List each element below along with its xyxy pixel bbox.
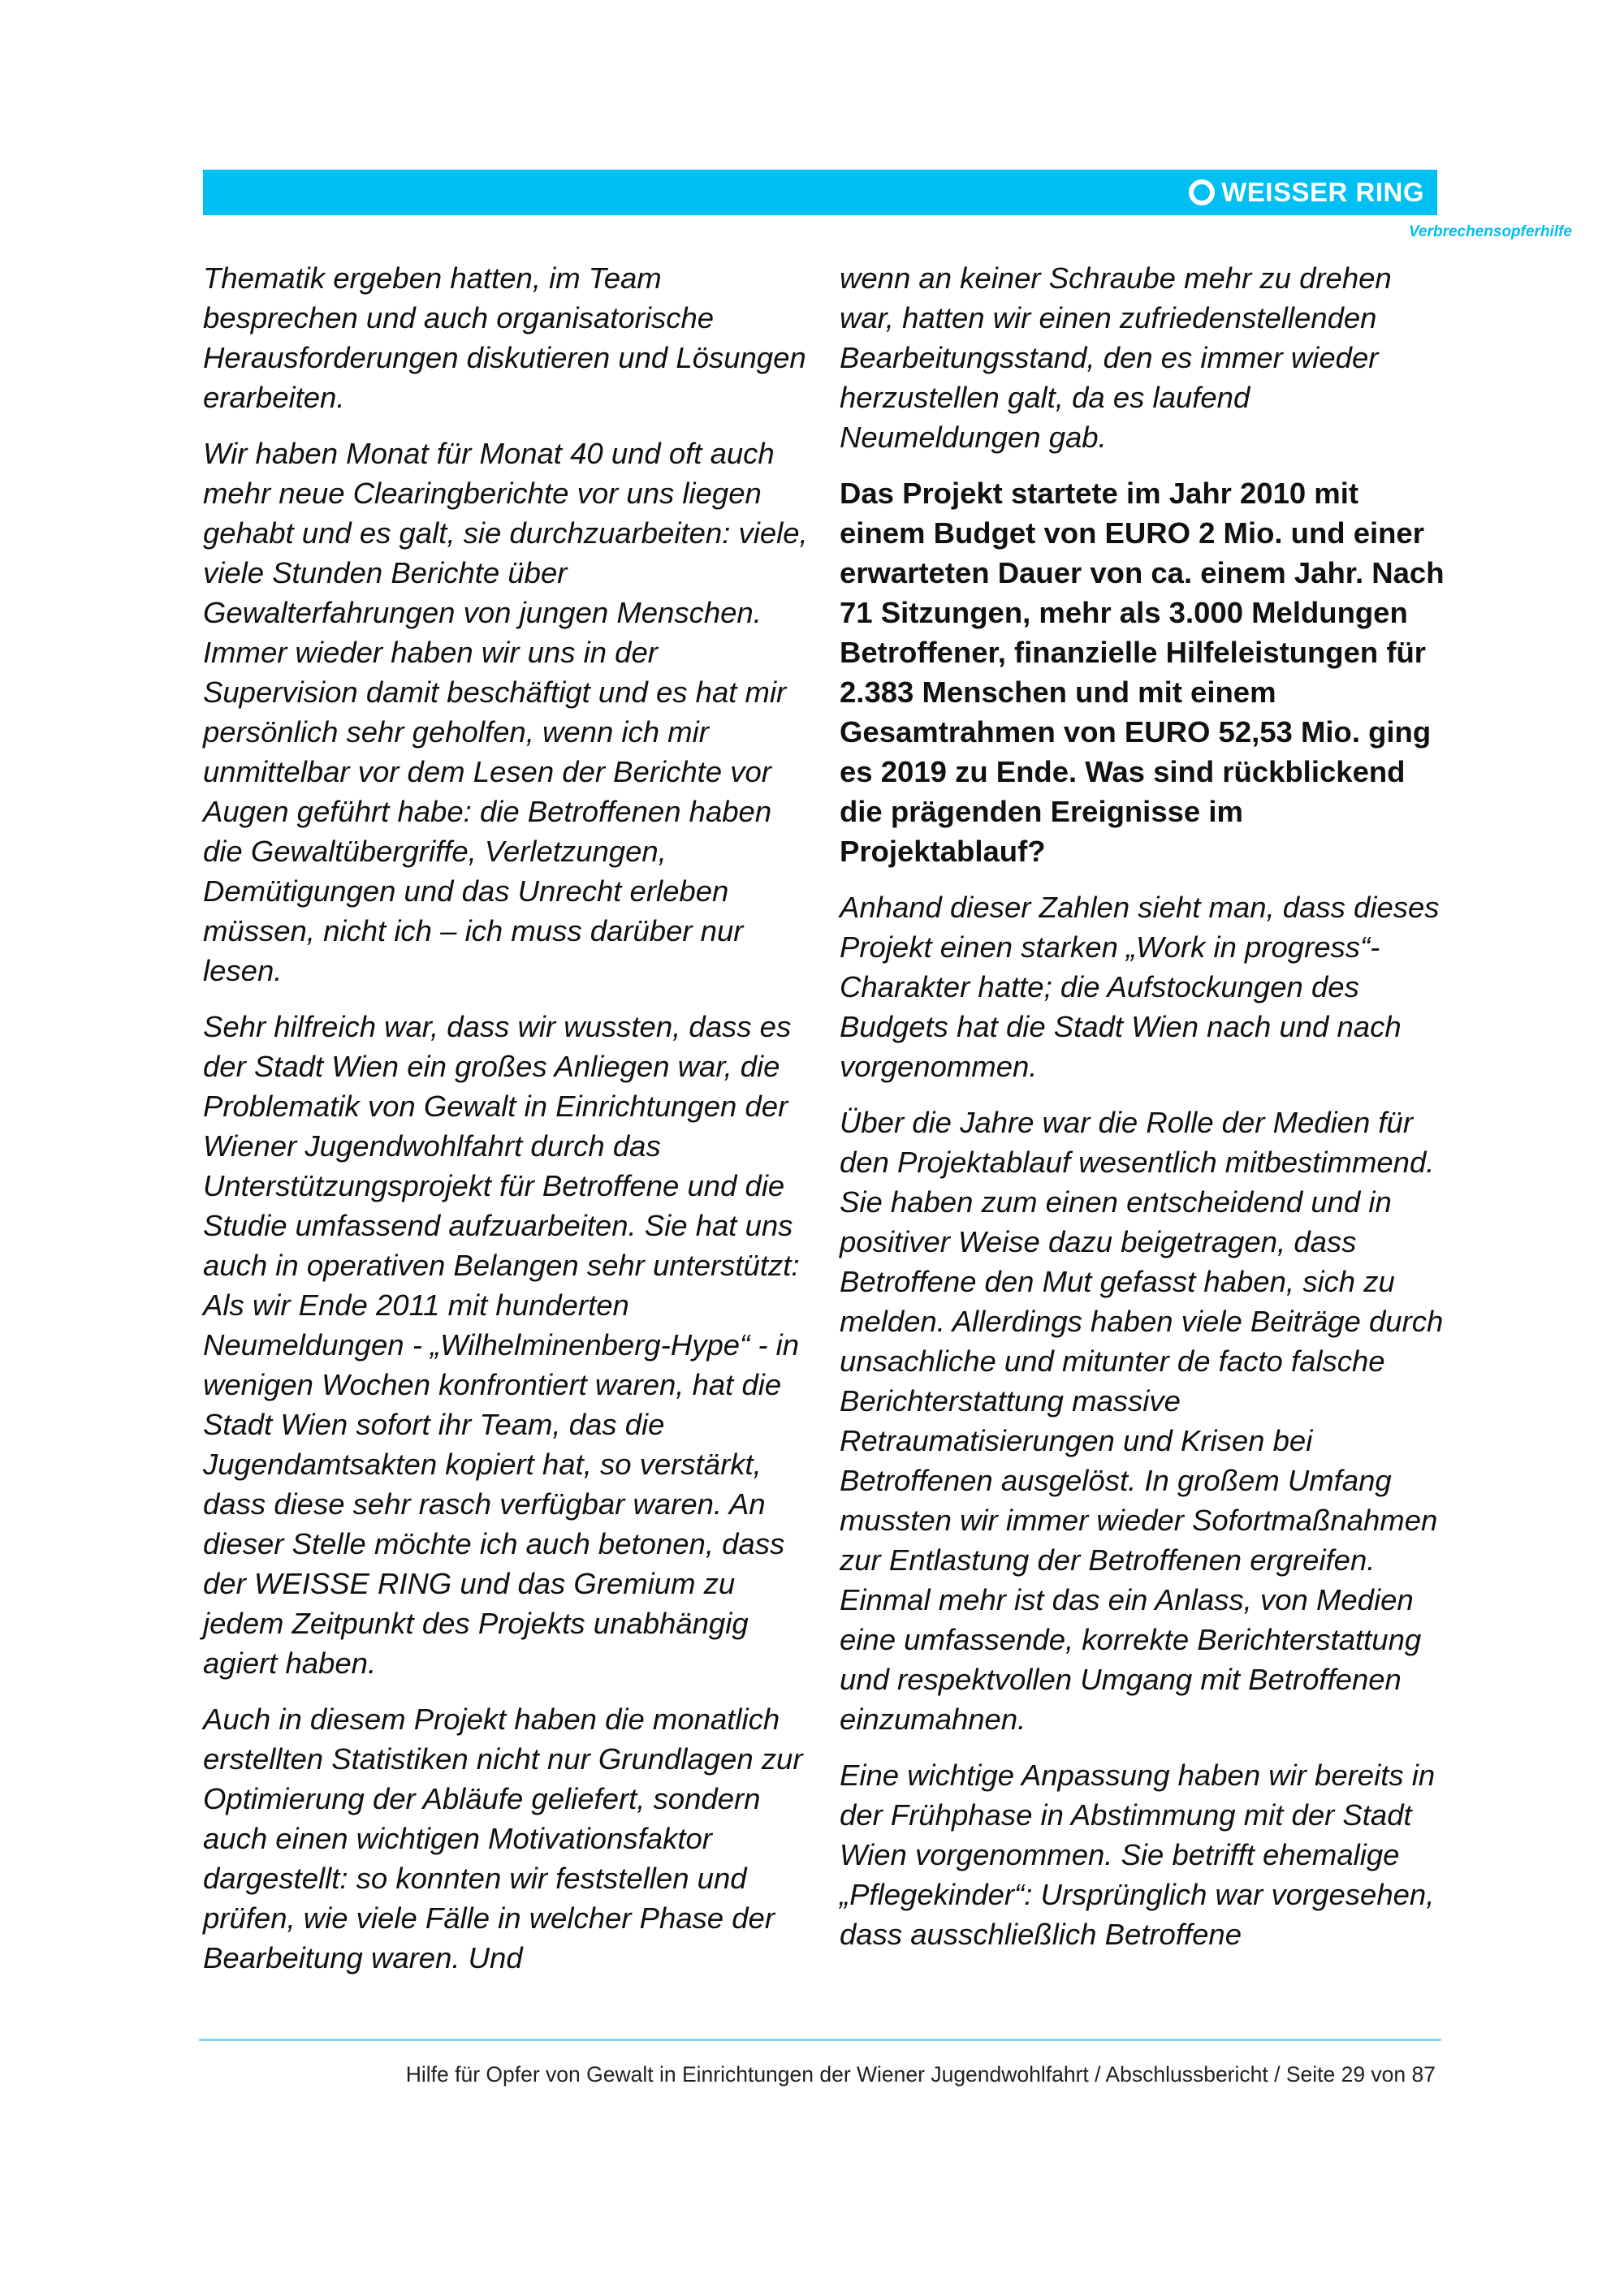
weisser-ring-logo bbox=[1189, 175, 1424, 210]
header-band bbox=[203, 170, 1437, 215]
paragraph: Wir haben Monat für Monat 40 und oft auch mehr neue Clearingberichte vor uns liegen gehabt und es galt, sie durchzuarbeiten: viele, viele Stunden Berichte über Gewalterfahrungen von jungen Menschen. Immer wieder haben wir uns in der Supervision damit beschäftigt und es hat mir persönlich sehr geholfen, wenn ich mir unmittelbar vor dem Lesen der Berichte vor Augen geführt habe: die Betroffenen haben die Gewaltübergriffe, Verletzungen, Demütigungen und das Unrecht erleben müssen, nicht ich – ich muss darüber nur lesen. bbox=[203, 437, 808, 987]
paragraph: Thematik ergeben hatten, im Team besprechen und auch organisatorische Herausforderungen diskutieren und Lösungen erarbeiten. bbox=[203, 261, 806, 414]
paragraph: Über die Jahre war die Rolle der Medien für den Projektablauf wesentlich mitbestimmend. Sie haben zum einen entscheidend und in positiver Weise dazu beigetragen, dass Betroffene den Mut gefasst haben, sich zu melden. Allerdings haben viele Beiträge durch unsachliche und mitunter de facto falsche Berichterstattung massive Retraumatisierungen und Krisen bei Betroffenen ausgelöst. In großem Umfang mussten wir immer wieder Sofortmaßnahmen zur Entlastung der Betroffenen ergreifen. Einmal mehr ist das ein Anlass, von Medien eine umfassende, korrekte Berichterstattung und respektvollen Umgang mit Betroffenen einzumahnen. bbox=[840, 1106, 1444, 1736]
paragraph: Sehr hilfreich war, dass wir wussten, dass es der Stadt Wien ein großes Anliegen war, die Problematik von Gewalt in Einrichtungen der Wiener Jugendwohlfahrt durch das Unterstützungsprojekt für Betroffene und die Studie umfassend aufzuarbeiten. Sie hat uns auch in operativen Belangen sehr unterstützt: Als wir Ende 2011 mit hunderten Neumeldungen - „Wilhelminenberg-Hype“ - in wenigen Wochen konfrontiert waren, hat die Stadt Wien sofort ihr Team, das die Jugendamtsakten kopiert hat, so verstärkt, dass diese sehr rasch verfügbar waren. An dieser Stelle möchte ich auch betonen, dass der WEISSE RING und das Gremium zu jedem Zeitpunkt des Projekts unabhängig agiert haben. bbox=[203, 1010, 800, 1680]
interview-question: Das Projekt startete im Jahr 2010 mit einem Budget von EURO 2 Mio. und einer erwarteten Dauer von ca. einem Jahr. Nach 71 Sitzungen, mehr als 3.000 Meldungen Betroffener, finanzielle Hilfeleistungen für 2.383 Menschen und mit einem Gesamtrahmen von EURO 52,53 Mio. ging es 2019 zu Ende. Was sind rückblickend die prägenden Ereignisse im Projektablauf? bbox=[840, 477, 1445, 868]
logo-text: WEISSER RING bbox=[1221, 177, 1424, 207]
paragraph: wenn an keiner Schraube mehr zu drehen war, hatten wir einen zufriedenstellenden Bearbeitungsstand, den es immer wieder herzustellen galt, da es laufend Neumeldungen gab. bbox=[840, 261, 1392, 454]
left-column bbox=[203, 258, 808, 1994]
right-column bbox=[840, 258, 1445, 1970]
paragraph: Anhand dieser Zahlen sieht man, dass dieses Projekt einen starken „Work in progress“- Charakter hatte; die Aufstockungen des Budgets hat die Stadt Wien nach und nach vorgenommen. bbox=[840, 891, 1440, 1083]
logo-subtitle: Verbrechensopferhilfe bbox=[1409, 223, 1572, 240]
ring-icon bbox=[1189, 179, 1215, 205]
paragraph: Eine wichtige Anpassung haben wir bereits in der Frühphase in Abstimmung mit der Stadt Wien vorgenommen. Sie betrifft ehemalige „Pflegekinder“: Ursprünglich war vorgesehen, dass ausschließlich Betroffene bbox=[840, 1759, 1436, 1951]
footer-divider bbox=[199, 2039, 1441, 2041]
paragraph: Auch in diesem Projekt haben die monatlich erstellten Statistiken nicht nur Grundlagen zur Optimierung der Abläufe geliefert, sondern auch einen wichtigen Motivationsfaktor dargestellt: so konnten wir feststellen und prüfen, wie viele Fälle in welcher Phase der Bearbeitung waren. Und bbox=[203, 1703, 803, 1974]
page-footer: Hilfe für Opfer von Gewalt in Einrichtungen der Wiener Jugendwohlfahrt / Abschlussbericht / Seite 29 von 87 bbox=[405, 2062, 1436, 2087]
